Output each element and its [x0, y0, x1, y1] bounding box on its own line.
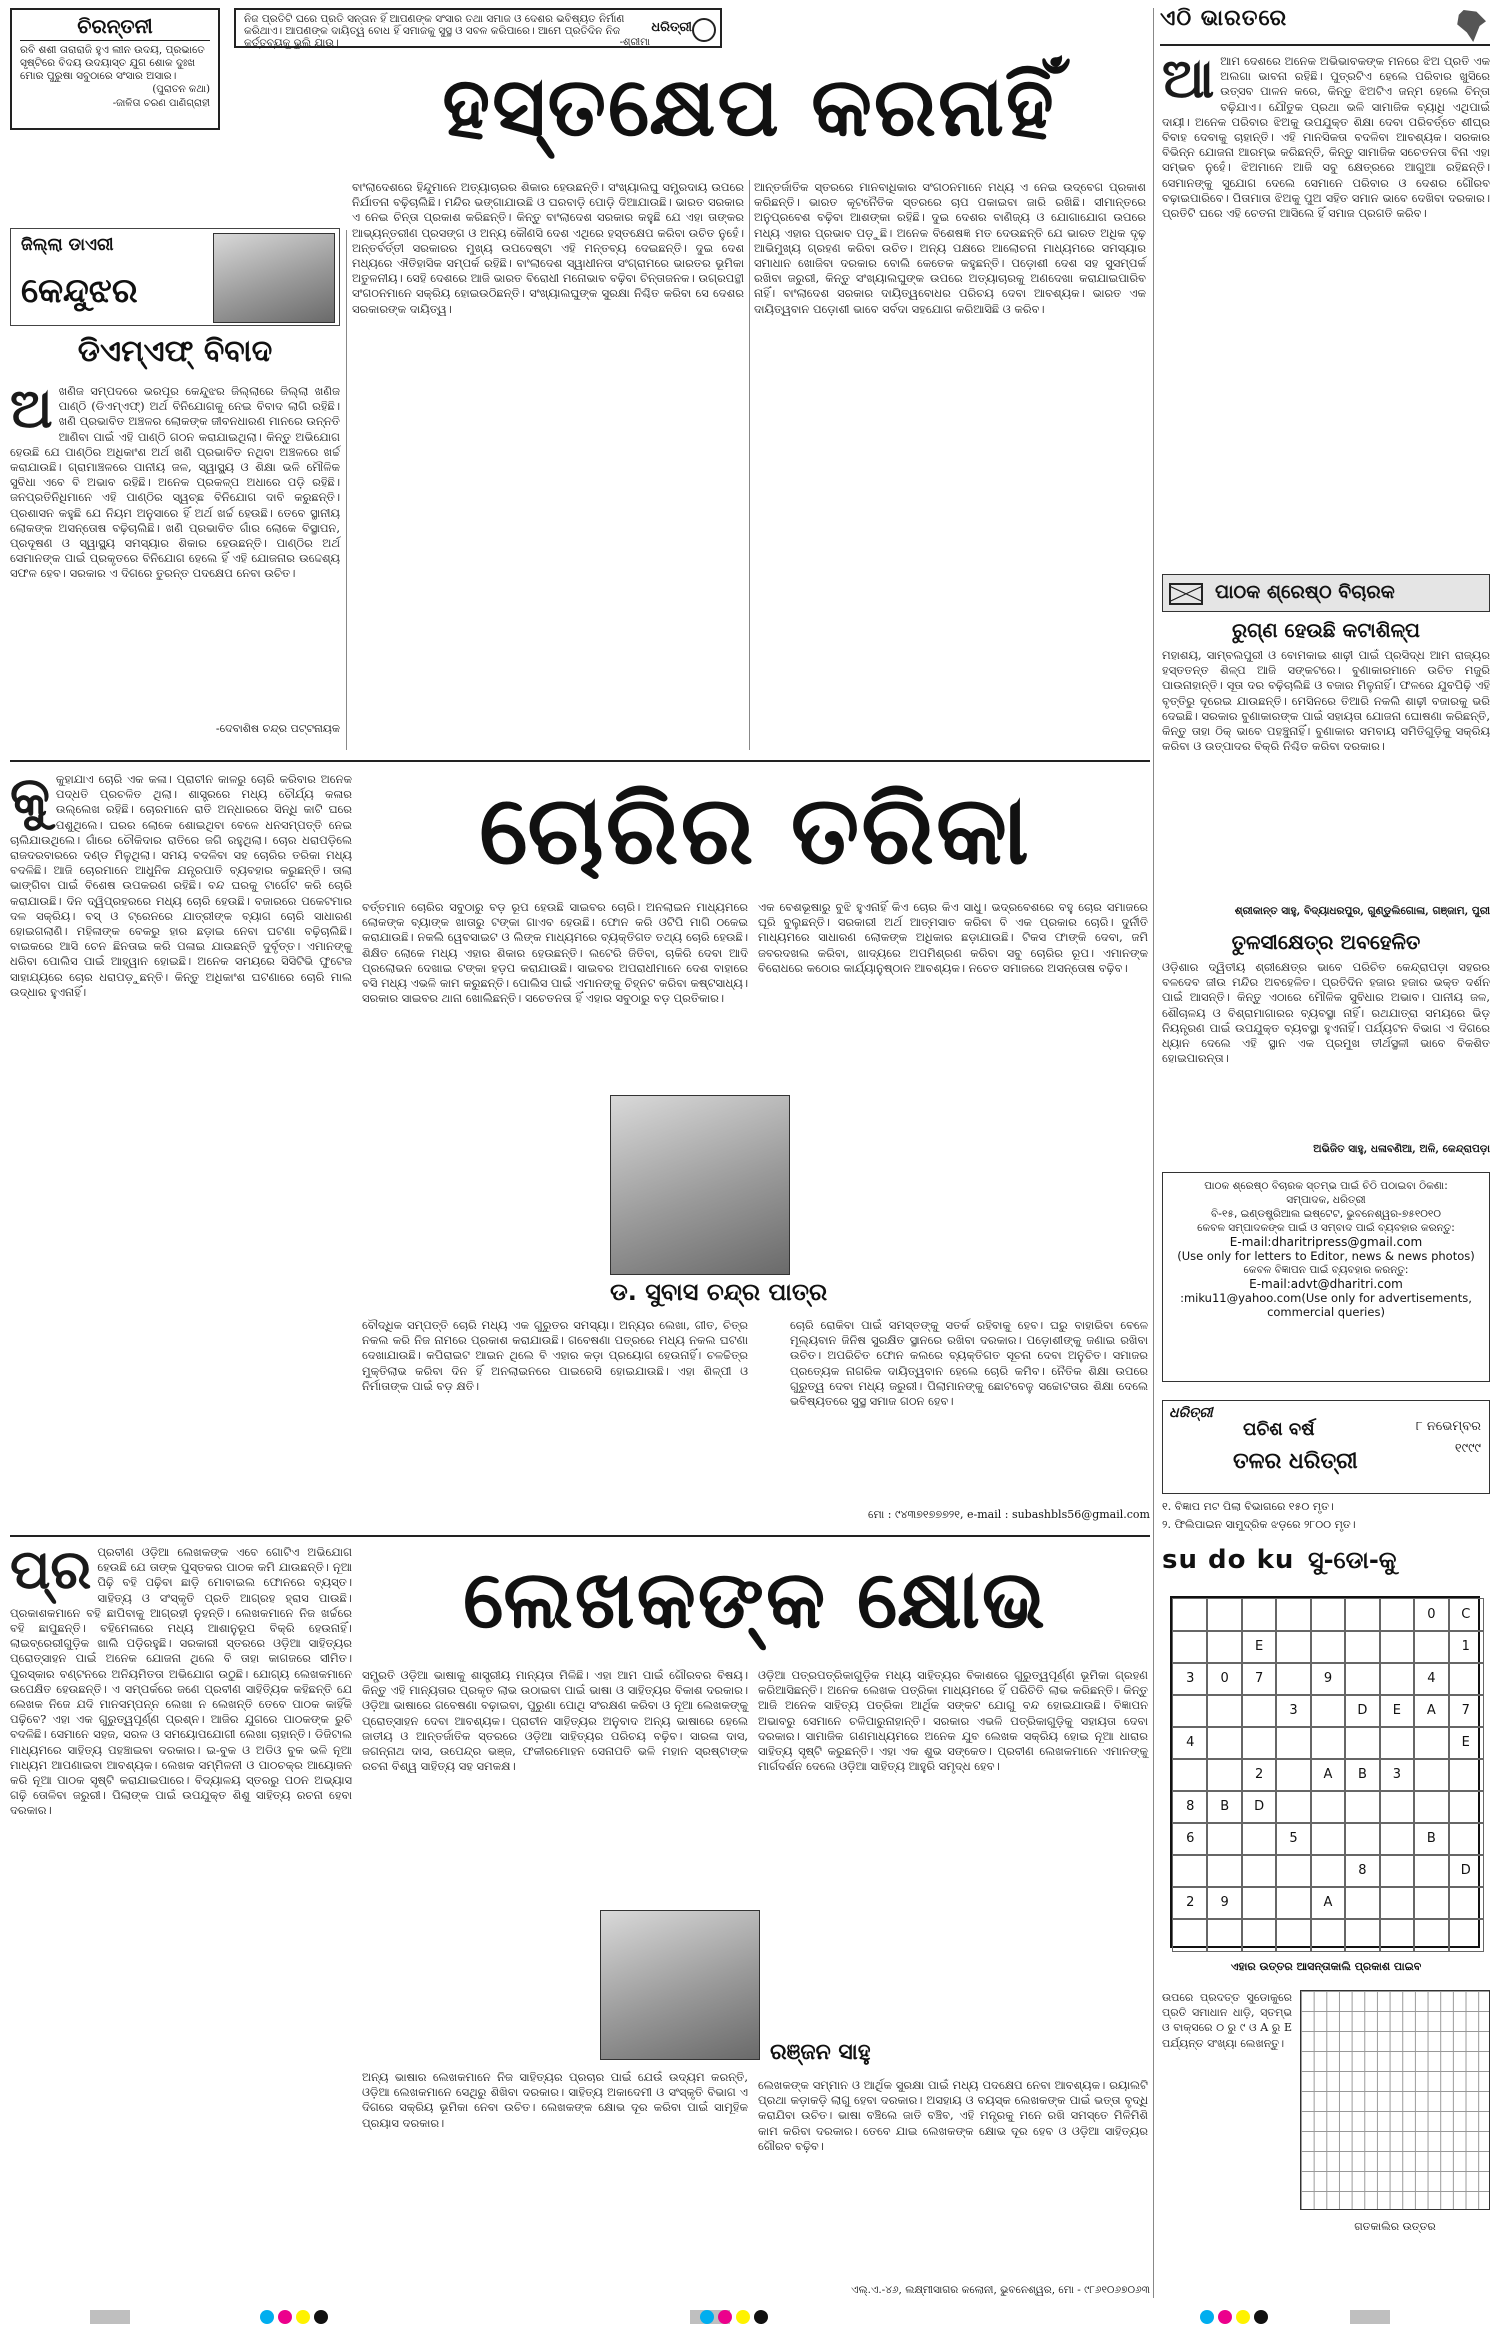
theft-col3b: ଚୋରି ରୋକିବା ପାଇଁ ସମସ୍ତଙ୍କୁ ସତର୍କ ରହିବାକୁ ହେବ। ଘରୁ ବାହାରିବା ବେଳେ ମୂଲ୍ୟବାନ ଜିନିଷ ସୁରକ୍ଷିତ ସ୍ଥାନରେ ରଖିବା ଦରକାର। ପଡ଼ୋଶୀଙ୍କୁ ଜଣାଇ ରଖିବା ଉଚିତ। ଅପରିଚିତ ଫୋନ କଲରେ ବ୍ୟକ୍ତିଗତ ସୂଚନା ଦେବା ଅନୁଚିତ। ସମାଜର ପ୍ରତ୍ୟେକ ନାଗରିକ ଦାୟିତ୍ୱବାନ ହେଲେ ଚୋରି କମିବ। ନୈତିକ ଶିକ୍ଷା ଉପରେ ଗୁରୁତ୍ୱ ଦେବା ମଧ୍ୟ ଜରୁରୀ। ପିଲାମାନଙ୍କୁ ଛୋଟବେଳୁ ସଚ୍ଚୋଟତାର ଶିକ୍ଷା ଦେଲେ ଭବିଷ୍ୟତରେ ସୁସ୍ଥ ସମାଜ ଗଠନ ହେବ। [790, 1318, 1148, 1409]
sudoku-cell [1344, 1790, 1380, 1824]
contact-line1: ପାଠକ ଶ୍ରେଷ୍ଠ ବିଚାରକ ସ୍ତମ୍ଭ ପାଇଁ ଚିଠି ପଠାଇବା ଠିକଣା: [1204, 1180, 1448, 1192]
col-divider-3 [1153, 8, 1154, 2298]
temple-photo [213, 233, 335, 323]
sudoku-cell [1241, 1854, 1277, 1888]
top-right-section-label [1160, 6, 1490, 46]
sudoku-cell [1206, 1758, 1242, 1792]
sudoku-cell: A [1310, 1758, 1346, 1792]
writer-col2b: ଅନ୍ୟ ଭାଷାର ଲେଖକମାନେ ନିଜ ସାହିତ୍ୟର ପ୍ରଚାର ପାଇଁ ଯେଉଁ ଉଦ୍ୟମ କରନ୍ତି, ଓଡ଼ିଆ ଲେଖକମାନେ ସେଥିରୁ ଶିଖିବା ଦରକାର। ସାହିତ୍ୟ ଅକାଦେମୀ ଓ ସଂସ୍କୃତି ବିଭାଗ ଏ ଦିଗରେ ସକ୍ରିୟ ଭୂମିକା ନେବା ଉଚିତ। ଲେଖକଙ୍କ କ୍ଷୋଭ ଦୂର କରିବା ପାଇଁ ସାମୂହିକ ପ୍ରୟାସ ଦରକାର। [362, 2070, 748, 2130]
anniversary-date2: ୧୯୯୯ [1454, 1441, 1481, 1456]
sudoku-cell [1275, 1598, 1311, 1632]
reg-black [314, 2310, 328, 2324]
writer-col1-text: ପ୍ରବୀଣ ଓଡ଼ିଆ ଲେଖକଙ୍କ ଏବେ ଗୋଟିଏ ଅଭିଯୋଗ ହେଉଛି ଯେ ତାଙ୍କ ପୁସ୍ତକର ପାଠକ କମି ଯାଉଛନ୍ତି। ନୂଆ ପିଢ଼ି ବହି ପଢ଼ିବା ଛାଡ଼ି ମୋବାଇଲ ଫୋନରେ ବ୍ୟସ୍ତ। ସାହିତ୍ୟ ଓ ସଂସ୍କୃତି ପ୍ରତି ଆଗ୍ରହ ହ୍ରାସ ପାଉଛି। ପ୍ରକାଶକମାନେ ବହି ଛାପିବାକୁ ଆଗ୍ରହୀ ନୁହନ୍ତି। ଲେଖକମାନେ ନିଜ ଖର୍ଚ୍ଚରେ ବହି ଛାପୁଛନ୍ତି। ବହିମେଳାରେ ମଧ୍ୟ ଆଶାନୁରୂପ ବିକ୍ରି ହେଉନାହିଁ। ଲାଇବ୍ରେରୀଗୁଡ଼ିକ ଖାଲି ପଡ଼ିରହୁଛି। ସରକାରୀ ସ୍ତରରେ ଓଡ଼ିଆ ସାହିତ୍ୟର ପ୍ରୋତ୍ସାହନ ପାଇଁ ଅନେକ ଯୋଜନା ଥିଲେ ବି ତାହା କାଗଜରେ ସୀମିତ। ପୁରସ୍କାର ବଣ୍ଟନରେ ଅନିୟମିତତା ଅଭିଯୋଗ ଉଠୁଛି। ଯୋଗ୍ୟ ଲେଖକମାନେ ଉପେକ୍ଷିତ ହେଉଛନ୍ତି। ଏ ସମ୍ପର୍କରେ ଜଣେ ପ୍ରବୀଣ ସାହିତ୍ୟିକ କହିଛନ୍ତି ଯେ ଲେଖକ ନିଜେ ଯଦି ମାନସମ୍ପନ୍ନ ଲେଖା ନ ଲେଖନ୍ତି ତେବେ ପାଠକ କାହିଁକି ପଢ଼ିବେ? ଏହା ଏକ ଗୁରୁତ୍ୱପୂର୍ଣ୍ଣ ପ୍ରଶ୍ନ। ଆଜିର ଯୁଗରେ ପାଠକଙ୍କ ରୁଚି ବଦଳିଛି। ସେମାନେ ସହଜ, ସରଳ ଓ ସମୟୋପଯୋଗୀ ଲେଖା ଚାହାନ୍ତି। ଡିଜିଟାଲ ମାଧ୍ୟମରେ ସାହିତ୍ୟ ପହଞ୍ଚାଇବା ଦରକାର। ଇ-ବୁକ ଓ ଅଡିଓ ବୁକ ଭଳି ନୂଆ ମାଧ୍ୟମ ଆପଣାଇବା ଆବଶ୍ୟକ। ଲେଖକ ସମ୍ମିଳନୀ ଓ ପାଠଚକ୍ର ଆୟୋଜନ କରି ନୂଆ ପାଠକ ସୃଷ୍ଟି କରାଯାଇପାରେ। ବିଦ୍ୟାଳୟ ସ୍ତରରୁ ପଠନ ଅଭ୍ୟାସ ଗଢ଼ି ତୋଳିବା ଜରୁରୀ। ପିଲାଙ୍କ ପାଇଁ ଉପଯୁକ୍ତ ଶିଶୁ ସାହିତ୍ୟ ରଚନା ହେବା ଦରକାର। [10, 1545, 352, 1818]
india-map-icon [1454, 10, 1486, 42]
sudoku-cell [1172, 1598, 1208, 1632]
sudoku-cell [1241, 1918, 1277, 1952]
sudoku-cell [1206, 1726, 1242, 1760]
sudoku-cell [1379, 1598, 1415, 1632]
anniversary-date1: ୮ ନଭେମ୍ବର [1415, 1419, 1481, 1434]
contact-email-editor-note: (Use only for letters to Editor, news & news photos) [1177, 1249, 1475, 1263]
contact-box [1162, 1172, 1490, 1382]
editorial-headline: ହସ୍ତକ୍ଷେପ କରନାହିଁ [442, 60, 1056, 155]
district-diary-article [10, 377, 340, 720]
sudoku-cell: 2 [1172, 1886, 1208, 1920]
sudoku-cell [1275, 1854, 1311, 1888]
sudoku-cell: A [1413, 1694, 1449, 1728]
sudoku-cell [1310, 1790, 1346, 1824]
sudoku-cell [1379, 1630, 1415, 1664]
sudoku-cell [1448, 1886, 1484, 1920]
sudoku-cell: 6 [1172, 1822, 1208, 1856]
letter1-text: ମହାଶୟ, ସାମ୍ବଲପୁରୀ ଓ ବୋମକାଇ ଶାଢ଼ୀ ପାଇଁ ପ୍ରସିଦ୍ଧ ଆମ ରାଜ୍ୟର ହସ୍ତତନ୍ତ ଶିଳ୍ପ ଆଜି ସଙ୍କଟରେ। ବୁଣାକାରମାନେ ଉଚିତ ମଜୁରି ପାଉନାହାନ୍ତି। ସୂତା ଦର ବଢ଼ିଚାଲିଛି ଓ ବଜାର ମିଳୁନାହିଁ। ଫଳରେ ଯୁବପିଢ଼ି ଏହି ବୃତ୍ତିରୁ ଦୂରେଇ ଯାଉଛନ୍ତି। ମେସିନରେ ତିଆରି ନକଲି ଶାଢ଼ୀ ବଜାରକୁ ଭରି ଦେଇଛି। ସରକାର ବୁଣାକାରଙ୍କ ପାଇଁ ସହାୟତା ଯୋଜନା ଘୋଷଣା କରିଛନ୍ତି, କିନ୍ତୁ ତାହା ଠିକ୍ ଭାବେ ପହଞ୍ଚୁନାହିଁ। ବୁଣାକାର ସମବାୟ ସମିତିଗୁଡ଼ିକୁ ସକ୍ରିୟ କରିବା ଓ ଉତ୍ପାଦର ବିକ୍ରି ନିଶ୍ଚିତ କରିବା ଦରକାର। [1162, 648, 1490, 754]
letter2-author: ଅଭିଜିତ ସାହୁ, ଧଳାବଣିଆ, ଅଳି, କେନ୍ଦ୍ରାପଡ଼ା [1313, 1143, 1490, 1155]
dropcap: ପ୍ର [10, 1538, 92, 1601]
sudoku-title-or: ସୁ-ଡୋ-କୁ [1307, 1546, 1397, 1574]
reg-cyan [260, 2310, 274, 2324]
contact-line5: କେବଳ ବିଜ୍ଞାପନ ପାଇଁ ବ୍ୟବହାର କରନ୍ତୁ: [1243, 1264, 1409, 1276]
sudoku-cell [1344, 1598, 1380, 1632]
reg-yellow-2 [736, 2310, 750, 2324]
sudoku-cell [1206, 1694, 1242, 1728]
top-right-article [1162, 47, 1490, 566]
theft-col2a: ବର୍ତ୍ତମାନ ଚୋରିର ସବୁଠାରୁ ବଡ଼ ରୂପ ହେଉଛି ସାଇବର ଚୋରି। ଅନଲାଇନ ମାଧ୍ୟମରେ ଲୋକଙ୍କ ବ୍ୟାଙ୍କ ଖାତାରୁ ଟଙ୍କା ଗାଏବ ହେଉଛି। ଫୋନ କରି ଓଟିପି ମାଗି ଠକେଇ କରାଯାଉଛି। ନକଲି ୱେବସାଇଟ ଓ ଲିଙ୍କ ମାଧ୍ୟମରେ ବ୍ୟକ୍ତିଗତ ତଥ୍ୟ ଚୋରି ହେଉଛି। ଶିକ୍ଷିତ ଲୋକେ ମଧ୍ୟ ଏହାର ଶିକାର ହେଉଛନ୍ତି। ଲଟେରି ଜିତିବା, ଚାକିରି ଦେବା ଆଦି ପ୍ରଲୋଭନ ଦେଖାଇ ଟଙ୍କା ହଡ଼ପ କରାଯାଉଛି। ସାଇବର ଅପରାଧୀମାନେ ଦେଶ ବାହାରେ ବସି ମଧ୍ୟ ଏଭଳି କାମ କରୁଛନ୍ତି। ପୋଲିସ ପାଇଁ ଏମାନଙ୍କୁ ଚିହ୍ନଟ କରିବା କଷ୍ଟସାଧ୍ୟ। ସରକାର ସାଇବର ଥାନା ଖୋଲିଛନ୍ତି। ସଚେତନତା ହିଁ ଏହାର ସବୁଠାରୁ ବଡ଼ ପ୍ରତିକାର। [362, 900, 748, 1006]
sudoku-answer-label: ଗତକାଲିର ଉତ୍ତର [1354, 2220, 1436, 2233]
sudoku-cell [1172, 1918, 1208, 1952]
sudoku-cell: 7 [1448, 1694, 1484, 1728]
sudoku-grid [1170, 1596, 1480, 1948]
sudoku-footer: ଏହାର ଉତ୍ତର ଆସନ୍ତାକାଲି ପ୍ରକାଶ ପାଇବ [1230, 1960, 1422, 1973]
contact-email-editor[interactable]: E-mail:dharitripress@gmail.com [1229, 1235, 1423, 1249]
sudoku-cell [1172, 1854, 1208, 1888]
contact-email-advt[interactable]: E-mail:advt@dharitri.com [1249, 1277, 1403, 1291]
sudoku-cell: 3 [1275, 1694, 1311, 1728]
rule-upper [10, 760, 1150, 762]
writer-headline: ଲେଖକଙ୍କ କ୍ଷୋଭ [463, 1553, 1047, 1646]
quote-box-text: ରବି ଶଶୀ ତାରାରାଜି ହୁଏ ଲୀନ ଉଦୟ, ପ୍ରଭାତେ ସୃଷ୍ଟିରେ ବିଦୟ ଉଦୟାସ୍ତ ଯୁଗ ଶୋକ ଦୁଃଖ ମୋର ପୁରୁଷା ସବୁଠାରେ ସଂସାର ଅସାର। [20, 44, 205, 82]
sudoku-cell [1448, 1662, 1484, 1696]
reg-magenta-2 [718, 2310, 732, 2324]
writer-col1 [10, 1538, 352, 2300]
sudoku-answer-grid [1300, 1990, 1490, 2210]
sudoku-cell: C [1448, 1598, 1484, 1632]
district-diary-text: ଖଣିଜ ସମ୍ପଦରେ ଭରପୂର କେନ୍ଦୁଝର ଜିଲ୍ଲାରେ ଜିଲ୍ଲା ଖଣିଜ ପାଣ୍ଠି (ଡିଏମ୍‌ଏଫ୍) ଅର୍ଥ ବିନିଯୋଗକୁ ନେଇ ବିବାଦ ଲାଗି ରହିଛି। ଖଣି ପ୍ରଭାବିତ ଅଞ୍ଚଳର ଲୋକଙ୍କ ଜୀବନଧାରଣ ମାନରେ ଉନ୍ନତି ଆଣିବା ପାଇଁ ଏହି ପାଣ୍ଠି ଗଠନ କରାଯାଇଥିଲା। କିନ୍ତୁ ଅଭିଯୋଗ ହେଉଛି ଯେ ପାଣ୍ଠିର ଅଧିକାଂଶ ଅର୍ଥ ଖଣି ପ୍ରଭାବିତ ନଥିବା ଅଞ୍ଚଳରେ ଖର୍ଚ୍ଚ କରାଯାଉଛି। ଗ୍ରାମାଞ୍ଚଳରେ ପାନୀୟ ଜଳ, ସ୍ୱାସ୍ଥ୍ୟ ଓ ଶିକ୍ଷା ଭଳି ମୌଳିକ ସୁବିଧା ଏବେ ବି ଅଭାବ ରହିଛି। ଅନେକ ପ୍ରକଳ୍ପ ଅଧାରେ ପଡ଼ି ରହିଛି। ଜନପ୍ରତିନିଧିମାନେ ଏହି ପାଣ୍ଠିର ସ୍ୱଚ୍ଛ ବିନିଯୋଗ ଦାବି କରୁଛନ୍ତି। ପ୍ରଶାସନ କହୁଛି ଯେ ନିୟମ ଅନୁସାରେ ହିଁ ଅର୍ଥ ଖର୍ଚ୍ଚ ହେଉଛି। ତେବେ ସ୍ଥାନୀୟ ଲୋକଙ୍କ ଅସନ୍ତୋଷ ବଢ଼ିଚାଲିଛି। ଖଣି ପ୍ରଭାବିତ ଗାଁର ଲୋକେ ବିସ୍ଥାପନ, ପ୍ରଦୂଷଣ ଓ ସ୍ୱାସ୍ଥ୍ୟ ସମସ୍ୟାର ଶିକାର ହେଉଛନ୍ତି। ପାଣ୍ଠିର ଅର୍ଥ ସେମାନଙ୍କ ପାଇଁ ପ୍ରକୃତରେ ବିନିଯୋଗ ହେଲେ ହିଁ ଏହି ଯୋଜନାର ଉଦ୍ଦେଶ୍ୟ ସଫଳ ହେବ। ସରକାର ଏ ଦିଗରେ ତୁରନ୍ତ ପଦକ୍ଷେପ ନେବା ଉଚିତ। [10, 384, 340, 581]
sudoku-cell [1413, 1854, 1449, 1888]
quote-box-source: (ପୁରାତନ କଥା) [152, 84, 210, 95]
reg-magenta-3 [1218, 2310, 1232, 2324]
print-bar-3 [1350, 2310, 1390, 2324]
sudoku-cell [1344, 1662, 1380, 1696]
sudoku-cell: B [1344, 1758, 1380, 1792]
contact-line4: କେବଳ ସମ୍ପାଦକଙ୍କ ପାଇଁ ଓ ସମ୍ବାଦ ପାଇଁ ବ୍ୟବହାର କରନ୍ତୁ: [1197, 1222, 1455, 1234]
theft-col3a: ଏକ ବେଶଭୂଷାରୁ ବୁଝି ହୁଏନାହିଁ କିଏ ଚୋର କିଏ ସାଧୁ। ଭଦ୍ରବେଶରେ ବହୁ ଚୋର ସମାଜରେ ଘୂରି ବୁଲୁଛନ୍ତି। ସରକାରୀ ଅର୍ଥ ଆତ୍ମସାତ କରିବା ବି ଏକ ପ୍ରକାର ଚୋରି। ଦୁର୍ନୀତି ମାଧ୍ୟମରେ ସାଧାରଣ ଲୋକଙ୍କ ଅଧିକାର ଛଡ଼ାଯାଉଛି। ଟିକସ ଫାଙ୍କି ଦେବା, ଜମି ଜବରଦଖଲ କରିବା, ଖାଦ୍ୟରେ ଅପମିଶ୍ରଣ କରିବା ସବୁ ଚୋରିର ରୂପ। ଏମାନଙ୍କ ବିରୋଧରେ କଠୋର କାର୍ଯ୍ୟାନୁଷ୍ଠାନ ଆବଶ୍ୟକ। ନଚେତ ସମାଜରେ ଅସନ୍ତୋଷ ବଢ଼ିବ। [758, 900, 1148, 975]
sudoku-cell [1172, 1694, 1208, 1728]
quote-box-title: ଚିରନ୍ତନୀ [20, 14, 210, 41]
sudoku-cell [1310, 1630, 1346, 1664]
sudoku-cell [1310, 1822, 1346, 1856]
sudoku-cell: D [1344, 1694, 1380, 1728]
sudoku-cell [1275, 1758, 1311, 1792]
sudoku-cell: D [1241, 1790, 1277, 1824]
anniversary-box [1162, 1400, 1490, 1494]
reg-cyan-2 [700, 2310, 714, 2324]
sudoku-cell [1275, 1790, 1311, 1824]
sudoku-cell [1413, 1758, 1449, 1792]
sudoku-cell: 1 [1448, 1630, 1484, 1664]
chakra-icon [692, 18, 716, 42]
sudoku-cell [1172, 1758, 1208, 1792]
sudoku-cell [1310, 1598, 1346, 1632]
sudoku-cell [1379, 1886, 1415, 1920]
top-right-text: ଆମ ଦେଶରେ ଅନେକ ଅଭିଭାବକଙ୍କ ମନରେ ଝିଅ ପ୍ରତି ଏକ ଅଲଗା ଭାବନା ରହିଛି। ପୁତ୍ରଟିଏ ହେଲେ ପରିବାର ଖୁସିରେ ଉତ୍ସବ ପାଳନ କରେ, କିନ୍ତୁ ଝିଅଟିଏ ଜନ୍ମ ହେଲେ ଚିନ୍ତା ବଢ଼ିଯାଏ। ଯୌତୁକ ପ୍ରଥା ଭଳି ସାମାଜିକ ବ୍ୟାଧି ଏଥିପାଇଁ ଦାୟୀ। ଅନେକ ପରିବାର ଝିଅକୁ ଉପଯୁକ୍ତ ଶିକ୍ଷା ଦେବା ପରିବର୍ତ୍ତେ ଶୀଘ୍ର ବିବାହ ଦେବାକୁ ଚାହାନ୍ତି। ଏହି ମାନସିକତା ବଦଳିବା ଆବଶ୍ୟକ। ସରକାର ବିଭିନ୍ନ ଯୋଜନା ଆରମ୍ଭ କରିଛନ୍ତି, କିନ୍ତୁ ସାମାଜିକ ସଚେତନତା ବିନା ଏହା ସମ୍ଭବ ନୁହେଁ। ଝିଅମାନେ ଆଜି ସବୁ କ୍ଷେତ୍ରରେ ଆଗୁଆ ରହିଛନ୍ତି। ସେମାନଙ୍କୁ ସୁଯୋଗ ଦେଲେ ସେମାନେ ପରିବାର ଓ ଦେଶର ଗୌରବ ବଢ଼ାଇପାରିବେ। ପିତାମାତା ଝିଅକୁ ପୁଅ ସହିତ ସମାନ ଭାବେ ଦେଖିବା ଦରକାର। ପ୍ରତିଟି ଘରେ ଏହି ଚେତନା ଆସିଲେ ହିଁ ସମାଜ ପ୍ରଗତି କରିବ। [1162, 54, 1490, 221]
sudoku-cell: 9 [1206, 1886, 1242, 1920]
sudoku-cell [1275, 1918, 1311, 1952]
sudoku-cell: 8 [1344, 1854, 1380, 1888]
col-divider-1 [346, 230, 347, 750]
sudoku-cell: 9 [1310, 1662, 1346, 1696]
reg-magenta [278, 2310, 292, 2324]
writer-col3b: ଲେଖକଙ୍କ ସମ୍ମାନ ଓ ଆର୍ଥିକ ସୁରକ୍ଷା ପାଇଁ ମଧ୍ୟ ପଦକ୍ଷେପ ନେବା ଆବଶ୍ୟକ। ରୟାଲଟି ପ୍ରଥା କଡ଼ାକଡ଼ି ଲାଗୁ ହେବା ଦରକାର। ଅସହାୟ ଓ ବୟସ୍କ ଲେଖକଙ୍କ ପାଇଁ ଭତ୍ତା ବୃଦ୍ଧି କରାଯିବା ଉଚିତ। ଭାଷା ବଞ୍ଚିଲେ ଜାତି ବଞ୍ଚିବ, ଏହି ମନ୍ତ୍ରକୁ ମନେ ରଖି ସମସ୍ତେ ମିଳିମିଶି କାମ କରିବା ଦରକାର। ତେବେ ଯାଇ ଲେଖକଙ୍କ କ୍ଷୋଭ ଦୂର ହେବ ଓ ଓଡ଼ିଆ ସାହିତ୍ୟର ଗୌରବ ବଢ଼ିବ। [758, 2078, 1148, 2153]
theft-col2b: ବୌଦ୍ଧିକ ସମ୍ପତ୍ତି ଚୋରି ମଧ୍ୟ ଏକ ଗୁରୁତର ସମସ୍ୟା। ଅନ୍ୟର ଲେଖା, ଗୀତ, ଚିତ୍ର ନକଲ କରି ନିଜ ନାମରେ ପ୍ରକାଶ କରାଯାଉଛି। ଗବେଷଣା ପତ୍ରରେ ମଧ୍ୟ ନକଲ ଘଟଣା ଦେଖାଯାଉଛି। କପିରାଇଟ ଆଇନ ଥିଲେ ବି ଏହାର କଡ଼ା ପ୍ରୟୋଗ ହେଉନାହିଁ। ଚଳଚ୍ଚିତ୍ର ମୁକ୍ତିଲାଭ କରିବା ଦିନ ହିଁ ଅନଲାଇନରେ ପାଇରେସି ହୋଇଯାଉଛି। ଏହା ଶିଳ୍ପୀ ଓ ନିର୍ମାତାଙ୍କ ପାଇଁ ବଡ଼ କ୍ଷତି। [362, 1318, 748, 1393]
sudoku-cell [1241, 1598, 1277, 1632]
dropcap: ଆ [1162, 47, 1215, 110]
sudoku-cell [1241, 1694, 1277, 1728]
anniversary-title1: ପଚିଶ ବର୍ଷ [1243, 1419, 1315, 1440]
top-quote-text: ନିଜ ପ୍ରତିଟି ଘରେ ପ୍ରତି ସନ୍ତାନ ହିଁ ଆପଣଙ୍କ ସଂସାର ତଥା ସମାଜ ଓ ଦେଶର ଭବିଷ୍ୟତ ନିର୍ମାଣ କରିଥାଏ। ଆପଣଙ୍କ ଦାୟିତ୍ୱ ବୋଧ ହିଁ ସମାଜକୁ ସୁସ୍ଥ ଓ ସବଳ କରିପାରେ। ଆମେ ପ୍ରତିଦିନ ନିଜ କର୍ତ୍ତବ୍ୟକୁ ଭୁଲି ଯାଉ। [244, 13, 625, 49]
sudoku-cell [1310, 1854, 1346, 1888]
sudoku-cell [1379, 1822, 1415, 1856]
dropcap: ଅ [10, 377, 53, 440]
sudoku-cell [1413, 1630, 1449, 1664]
anniversary-badge: ଧରିତ୍ରୀ [1169, 1405, 1213, 1421]
writer-col3: ଓଡ଼ିଆ ପତ୍ରପତ୍ରିକାଗୁଡ଼ିକ ମଧ୍ୟ ସାହିତ୍ୟର ବିକାଶରେ ଗୁରୁତ୍ୱପୂର୍ଣ୍ଣ ଭୂମିକା ଗ୍ରହଣ କରିଆସିଛନ୍ତି। ଅନେକ ଲେଖକ ପତ୍ରିକା ମାଧ୍ୟମରେ ହିଁ ପରିଚିତି ଲାଭ କରିଛନ୍ତି। କିନ୍ତୁ ଆଜି ଅନେକ ସାହିତ୍ୟ ପତ୍ରିକା ଆର୍ଥିକ ସଙ୍କଟ ଯୋଗୁ ବନ୍ଦ ହୋଇଯାଉଛି। ବିଜ୍ଞାପନ ଅଭାବରୁ ସେମାନେ ଚଳିପାରୁନାହାନ୍ତି। ସରକାର ଏଭଳି ପତ୍ରିକାଗୁଡ଼ିକୁ ସହାୟତା ଦେବା ଦରକାର। ସାମାଜିକ ଗଣମାଧ୍ୟମରେ ଅନେକ ଯୁବ ଲେଖକ ସକ୍ରିୟ ହୋଇ ନୂଆ ଧାରାର ସାହିତ୍ୟ ସୃଷ୍ଟି କରୁଛନ୍ତି। ଏହା ଏକ ଶୁଭ ସଙ୍କେତ। ପ୍ରବୀଣ ଲେଖକମାନେ ଏମାନଙ୍କୁ ମାର୍ଗଦର୍ଶନ ଦେଲେ ଓଡ଼ିଆ ସାହିତ୍ୟ ଆହୁରି ସମୃଦ୍ଧ ହେବ। [758, 1668, 1148, 1774]
sudoku-cell [1172, 1630, 1208, 1664]
envelope-icon [1169, 583, 1203, 605]
sudoku-cell [1344, 1886, 1380, 1920]
reg-yellow-3 [1236, 2310, 1250, 2324]
sudoku-cell [1379, 1918, 1415, 1952]
sudoku-cell [1275, 1726, 1311, 1760]
sudoku-cell [1379, 1790, 1415, 1824]
sudoku-cell [1275, 1630, 1311, 1664]
sudoku-cell: 3 [1379, 1758, 1415, 1792]
letter1-title: ରୁଗ୍ଣ ହେଉଛି କଟାଶିଳ୍ପ [1231, 618, 1421, 642]
sudoku-cell: 4 [1413, 1662, 1449, 1696]
letter2-title: ତୁଳସୀକ୍ଷେତ୍ର ଅବହେଳିତ [1231, 930, 1421, 954]
district-diary-header [10, 228, 340, 326]
sudoku-cell: D [1448, 1854, 1484, 1888]
sudoku-cell [1241, 1822, 1277, 1856]
sudoku-cell [1344, 1630, 1380, 1664]
sudoku-cell [1344, 1918, 1380, 1952]
sudoku-cell: E [1448, 1726, 1484, 1760]
sudoku-cell [1413, 1918, 1449, 1952]
writer-address: ଏଲ୍.ଏ.-୪୬, ଲକ୍ଷ୍ମୀସାଗର କଲୋନୀ, ଭୁବନେଶ୍ୱର, ମୋ - ୯୮୬୧୦୬୭୦୬୩ [851, 2284, 1150, 2296]
sudoku-cell: 2 [1241, 1758, 1277, 1792]
sudoku-cell [1275, 1886, 1311, 1920]
sudoku-cell: B [1413, 1822, 1449, 1856]
sudoku-cell: 0 [1413, 1598, 1449, 1632]
sudoku-cell: 8 [1172, 1790, 1208, 1824]
sudoku-cell [1275, 1662, 1311, 1696]
author-photo-ranjan [600, 1910, 760, 2060]
sudoku-cell [1310, 1726, 1346, 1760]
sudoku-cell [1379, 1854, 1415, 1888]
reg-black-2 [754, 2310, 768, 2324]
sudoku-cell: E [1379, 1694, 1415, 1728]
sudoku-cell [1241, 1726, 1277, 1760]
masthead-logo: ଧରିତ୍ରୀ [651, 20, 692, 35]
theft-headline: ଚୋରିର ତରିକା [479, 774, 1031, 886]
theft-col1 [10, 765, 352, 1522]
sudoku-cell: 7 [1241, 1662, 1277, 1696]
sudoku-cell [1206, 1630, 1242, 1664]
anniversary-item1: ୧. ବିଜ୍ଞାପ ମଟ ପିଲା ବିଭାଗରେ ୧୫୦ ମୃତ। [1162, 1500, 1334, 1513]
sudoku-cell: 5 [1275, 1822, 1311, 1856]
sudoku-rules: ଉପରେ ପ୍ରଦତ୍ତ ସୁଡୋକୁରେ ପ୍ରତି ସମାଧାନ ଧାଡ଼ି, ସ୍ତମ୍ଭ ଓ ବାକ୍ସରେ ୦ ରୁ ୯ ଓ A ରୁ E ପର୍ଯ୍ୟନ୍ତ ସଂଖ୍ୟା ଲେଖନ୍ତୁ। [1162, 1991, 1292, 2050]
quote-box-author: -ଜାଳିତା ଚରଣ ପାଣିଗ୍ରାହୀ [112, 98, 210, 109]
sudoku-cell [1413, 1790, 1449, 1824]
sudoku-cell [1206, 1822, 1242, 1856]
print-bar-1 [90, 2310, 130, 2324]
quote-box-chirantani [10, 8, 220, 130]
district-diary-headline: ଡିଏମ୍‌ଏଫ୍ ବିବାଦ [77, 334, 273, 369]
top-quote-attribution: -ଶ୍ରୀମା [619, 37, 650, 48]
reader-letters-banner [1162, 574, 1490, 612]
sudoku-cell [1413, 1726, 1449, 1760]
theft-author: ଡ. ସୁବାସ ଚନ୍ଦ୍ର ପାତ୍ର [610, 1278, 828, 1306]
sudoku-cell [1344, 1726, 1380, 1760]
sudoku-cell [1448, 1790, 1484, 1824]
sudoku-cell [1448, 1758, 1484, 1792]
district-diary-byline: -ଦେବାଶିଷ ଚନ୍ଦ୍ର ପଟ୍ଟନାୟକ [215, 722, 340, 735]
sudoku-title [1162, 1545, 1490, 1589]
editorial-text-right: ଆନ୍ତର୍ଜାତିକ ସ୍ତରରେ ମାନବାଧିକାର ସଂଗଠନମାନେ ମଧ୍ୟ ଏ ନେଇ ଉଦ୍‌ବେଗ ପ୍ରକାଶ କରିଛନ୍ତି। ଭାରତ କୂଟନୈତିକ ସ୍ତରରେ ଚାପ ପକାଇବା ଜାରି ରଖିଛି। ସୀମାନ୍ତରେ ଅନୁପ୍ରବେଶ ବଢ଼ିବା ଆଶଙ୍କା ରହିଛି। ଦୁଇ ଦେଶର ବାଣିଜ୍ୟ ଓ ଯୋଗାଯୋଗ ଉପରେ ମଧ୍ୟ ଏହାର ପ୍ରଭାବ ପଡ଼ୁଛି। ଅନେକ ବିଶେଷଜ୍ଞ ମତ ଦେଉଛନ୍ତି ଯେ ଭାରତ ଅଧିକ ଦୃଢ଼ ଆଭିମୁଖ୍ୟ ଗ୍ରହଣ କରିବା ଉଚିତ। ଅନ୍ୟ ପକ୍ଷରେ ଆଲୋଚନା ମାଧ୍ୟମରେ ସମସ୍ୟାର ସମାଧାନ ଖୋଜିବା ଦରକାର ବୋଲି କେତେକ କହୁଛନ୍ତି। ପଡ଼ୋଶୀ ଦେଶ ସହ ସୁସମ୍ପର୍କ ରଖିବା ଜରୁରୀ, କିନ୍ତୁ ସଂଖ୍ୟାଲଘୁଙ୍କ ଉପରେ ଅତ୍ୟାଚାରକୁ ଅଣଦେଖା କରାଯାଇପାରିବ ନାହିଁ। ବାଂଲାଦେଶ ସରକାର ଦାୟିତ୍ୱବୋଧର ପରିଚୟ ଦେବା ଆବଶ୍ୟକ। ଭାରତ ଏକ ଦାୟିତ୍ୱବାନ ପଡ଼ୋଶୀ ଭାବେ ସର୍ବଦା ସହଯୋଗ କରିଆସିଛି ଓ କରିବ। [754, 180, 1146, 316]
dropcap: କୁ [10, 765, 50, 828]
writer-author: ରଞ୍ଜନ ସାହୁ [770, 2040, 871, 2065]
rule-middle [10, 1535, 1150, 1537]
sudoku-cell [1241, 1886, 1277, 1920]
letter1-author: ଶ୍ରୀକାନ୍ତ ସାହୁ, ବିଦ୍ୟାଧରପୁର, ଗୁଣ୍ଡୁଲିଗୋଳା, ଗଞ୍ଜାମ, ପୁରୀ [1234, 905, 1490, 917]
editorial-text-left: ବାଂଲାଦେଶରେ ହିନ୍ଦୁମାନେ ଅତ୍ୟାଚାରର ଶିକାର ହେଉଛନ୍ତି। ସଂଖ୍ୟାଲଘୁ ସମ୍ପ୍ରଦାୟ ଉପରେ ନିର୍ଯାତନା ବଢ଼ିଚାଲିଛି। ମନ୍ଦିର ଭଙ୍ଗାଯାଉଛି ଓ ଘରବାଡ଼ି ପୋଡ଼ି ଦିଆଯାଉଛି। ଭାରତ ସରକାର ଏ ନେଇ ଚିନ୍ତା ପ୍ରକାଶ କରିଛନ୍ତି। କିନ୍ତୁ ବାଂଲାଦେଶ ସରକାର କହୁଛି ଯେ ଏହା ତାଙ୍କର ଆଭ୍ୟନ୍ତରୀଣ ପ୍ରସଙ୍ଗ ଓ ଅନ୍ୟ କୌଣସି ଦେଶ ଏଥିରେ ହସ୍ତକ୍ଷେପ କରିବା ଉଚିତ ନୁହେଁ। ଅନ୍ତର୍ବର୍ତ୍ତୀ ସରକାରର ମୁଖ୍ୟ ଉପଦେଷ୍ଟା ଏହି ମନ୍ତବ୍ୟ ଦେଇଛନ୍ତି। ଦୁଇ ଦେଶ ମଧ୍ୟରେ ଐତିହାସିକ ସମ୍ପର୍କ ରହିଛି। ବାଂଲାଦେଶ ସ୍ୱାଧୀନତା ସଂଗ୍ରାମରେ ଭାରତର ଭୂମିକା ଅତୁଳନୀୟ। ସେହି ଦେଶରେ ଆଜି ଭାରତ ବିରୋଧୀ ମନୋଭାବ ବଢ଼ିବା ଚିନ୍ତାଜନକ। ଉଗ୍ରପନ୍ଥୀ ସଂଗଠନମାନେ ସକ୍ରିୟ ହୋଇଉଠିଛନ୍ତି। ସଂଖ୍ୟାଲଘୁଙ୍କ ସୁରକ୍ଷା ନିଶ୍ଚିତ କରିବା ସେ ଦେଶର ସରକାରଙ୍କ ଦାୟିତ୍ୱ। [352, 180, 744, 316]
sudoku-cell [1344, 1822, 1380, 1856]
sudoku-cell [1448, 1822, 1484, 1856]
theft-col1-text: କୁହାଯାଏ ଚୋରି ଏକ କଳା। ପ୍ରାଚୀନ କାଳରୁ ଚୋରି କରିବାର ଅନେକ ପଦ୍ଧତି ପ୍ରଚଳିତ ଥିଲା। ଶାସ୍ତ୍ରରେ ମଧ୍ୟ ଚୌର୍ଯ୍ୟ କଳାର ଉଲ୍ଲେଖ ରହିଛି। ଚୋରମାନେ ରାତି ଅନ୍ଧାରରେ ସିନ୍ଧି କାଟି ଘରେ ପଶୁଥିଲେ। ଘରର ଲୋକେ ଶୋଇଥିବା ବେଳେ ଧନସମ୍ପତ୍ତି ନେଇ ଚାଲିଯାଉଥିଲେ। ଗାଁରେ ଚୌକିଦାର ରାତିରେ ଜଗି ରହୁଥିଲା। ଚୋର ଧରାପଡ଼ିଲେ ରାଜଦରବାରରେ ଦଣ୍ଡ ମିଳୁଥିଲା। ସମୟ ବଦଳିବା ସହ ଚୋରିର ତରିକା ମଧ୍ୟ ବଦଳିଛି। ଆଜି ଚୋରମାନେ ଆଧୁନିକ ଯନ୍ତ୍ରପାତି ବ୍ୟବହାର କରୁଛନ୍ତି। ତାଲା ଭାଙ୍ଗିବା ପାଇଁ ବିଶେଷ ଉପକରଣ ରହିଛି। ବନ୍ଦ ଘରକୁ ଟାର୍ଗେଟ କରି ଚୋରି କରାଯାଉଛି। ଦିନ ଦ୍ୱିପ୍ରହରରେ ମଧ୍ୟ ଚୋରି ହେଉଛି। ବଜାରରେ ପକେଟମାର ଦଳ ସକ୍ରିୟ। ବସ୍ ଓ ଟ୍ରେନରେ ଯାତ୍ରୀଙ୍କ ବ୍ୟାଗ ଚୋରି ସାଧାରଣ ହୋଇଗଲାଣି। ମହିଳାଙ୍କ ବେକରୁ ହାର ଛଡ଼ାଇ ନେବା ଘଟଣା ବଢ଼ିଚାଲିଛି। ବାଇକରେ ଆସି ଚେନ ଛିନତାଇ କରି ପଳାଇ ଯାଉଛନ୍ତି ଦୁର୍ବୃତ୍ତ। ଏମାନଙ୍କୁ ଧରିବା ପୋଲିସ ପାଇଁ ଆହ୍ୱାନ ହୋଇଛି। ଅନେକ ସମୟରେ ସିସିଟିଭି ଫୁଟେଜ ସାହାଯ୍ୟରେ ଚୋର ଧରାପଡ଼ୁଛନ୍ତି। କିନ୍ତୁ ଅଧିକାଂଶ ଘଟଣାରେ ଚୋରି ମାଲ ଉଦ୍ଧାର ହୁଏନାହିଁ। [10, 772, 352, 999]
sudoku-cell: E [1241, 1630, 1277, 1664]
reg-black-3 [1254, 2310, 1268, 2324]
sudoku-cell [1206, 1598, 1242, 1632]
district-name: କେନ୍ଦୁଝର [21, 271, 138, 311]
reg-cyan-3 [1200, 2310, 1214, 2324]
sudoku-cell [1206, 1918, 1242, 1952]
contact-email-advt2[interactable]: :miku11@yahoo.com(Use only for advertisements, commercial queries) [1180, 1291, 1472, 1319]
letter2-text: ଓଡ଼ିଶାର ଦ୍ୱିତୀୟ ଶ୍ରୀକ୍ଷେତ୍ର ଭାବେ ପରିଚିତ କେନ୍ଦ୍ରାପଡ଼ା ସହରର ବଳଦେବ ଜୀଉ ମନ୍ଦିର ଅବହେଳିତ। ପ୍ରତିଦିନ ହଜାର ହଜାର ଭକ୍ତ ଦର୍ଶନ ପାଇଁ ଆସନ୍ତି। କିନ୍ତୁ ଏଠାରେ ମୌଳିକ ସୁବିଧାର ଅଭାବ। ପାନୀୟ ଜଳ, ଶୌଚାଳୟ ଓ ବିଶ୍ରାମାଗାରର ବ୍ୟବସ୍ଥା ନାହିଁ। ରଥଯାତ୍ରା ସମୟରେ ଭିଡ଼ ନିୟନ୍ତ୍ରଣ ପାଇଁ ଉପଯୁକ୍ତ ବ୍ୟବସ୍ଥା ହୁଏନାହିଁ। ପର୍ଯ୍ୟଟନ ବିଭାଗ ଏ ଦିଗରେ ଧ୍ୟାନ ଦେଲେ ଏହି ସ୍ଥାନ ଏକ ପ୍ରମୁଖ ତୀର୍ଥସ୍ଥଳୀ ଭାବେ ବିକଶିତ ହୋଇପାରନ୍ତା। [1162, 960, 1490, 1066]
contact-line2: ସମ୍ପାଦକ, ଧରିତ୍ରୀ [1286, 1194, 1366, 1206]
writer-col2: ସମ୍ପ୍ରତି ଓଡ଼ିଆ ଭାଷାକୁ ଶାସ୍ତ୍ରୀୟ ମାନ୍ୟତା ମିଳିଛି। ଏହା ଆମ ପାଇଁ ଗୌରବର ବିଷୟ। କିନ୍ତୁ ଏହି ମାନ୍ୟତାର ପ୍ରକୃତ ଲାଭ ଉଠାଇବା ପାଇଁ ଭାଷା ଓ ସାହିତ୍ୟର ବିକାଶ ଦରକାର। ଓଡ଼ିଆ ଭାଷାରେ ଗବେଷଣା ବଢ଼ାଇବା, ପୁରୁଣା ପୋଥି ସଂରକ୍ଷଣ କରିବା ଓ ନୂଆ ଲେଖକଙ୍କୁ ପ୍ରୋତ୍ସାହନ ଦେବା ଆବଶ୍ୟକ। ପ୍ରାଚୀନ ସାହିତ୍ୟର ଅନୁବାଦ ଅନ୍ୟ ଭାଷାରେ ହେଲେ ଜାତୀୟ ଓ ଆନ୍ତର୍ଜାତିକ ସ୍ତରରେ ଓଡ଼ିଆ ସାହିତ୍ୟର ପରିଚୟ ବଢ଼ିବ। ସାରଳା ଦାସ, ଜଗନ୍ନାଥ ଦାସ, ଉପେନ୍ଦ୍ର ଭଞ୍ଜ, ଫକୀରମୋହନ ସେନାପତି ଭଳି ମହାନ ସ୍ରଷ୍ଟାଙ୍କ ରଚନା ବିଶ୍ୱ ସାହିତ୍ୟ ସହ ସମକକ୍ଷ। [362, 1668, 748, 1774]
sudoku-cell [1448, 1918, 1484, 1952]
theft-contact: ମୋ : ୯୪୩୭୧୭୭୭୨୧, e-mail : subashbls56@gmail.com [868, 1508, 1150, 1521]
sudoku-cell: 3 [1172, 1662, 1208, 1696]
sudoku-cell [1413, 1886, 1449, 1920]
author-photo-subas [610, 1095, 790, 1275]
top-right-label-text: ଏଠି ଭାରତରେ [1160, 6, 1288, 31]
sudoku-cell: 4 [1172, 1726, 1208, 1760]
anniversary-title2: ତଳର ଧରିତ୍ରୀ [1233, 1449, 1358, 1474]
sudoku-cell [1379, 1726, 1415, 1760]
sudoku-cell [1310, 1694, 1346, 1728]
sudoku-cell: 0 [1206, 1662, 1242, 1696]
reader-letters-title: ପାଠକ ଶ୍ରେଷ୍ଠ ବିଚାରକ [1215, 581, 1395, 603]
sudoku-title-en: su do ku [1162, 1545, 1295, 1575]
sudoku-cell: B [1206, 1790, 1242, 1824]
sudoku-cell [1379, 1662, 1415, 1696]
reg-yellow [296, 2310, 310, 2324]
sudoku-cell: A [1310, 1886, 1346, 1920]
anniversary-item2: ୨. ଫିଲିପାଇନ ସାମୁଦ୍ରିକ ଝଡ଼ରେ ୨୮୦୦ ମୃତ। [1162, 1518, 1356, 1531]
district-diary-label: ଜିଲ୍ଲା ଡାଏରୀ [21, 235, 114, 255]
sudoku-cell [1206, 1854, 1242, 1888]
col-divider-2 [749, 180, 750, 750]
contact-line3: ବି-୧୫, ଇଣ୍ଡଷ୍ଟ୍ରିଆଲ ଇଷ୍ଟେଟ, ଭୁବନେଶ୍ୱର-୭୫୧୦୧୦ [1211, 1208, 1441, 1220]
top-quote-box [234, 8, 722, 48]
sudoku-cell [1310, 1918, 1346, 1952]
